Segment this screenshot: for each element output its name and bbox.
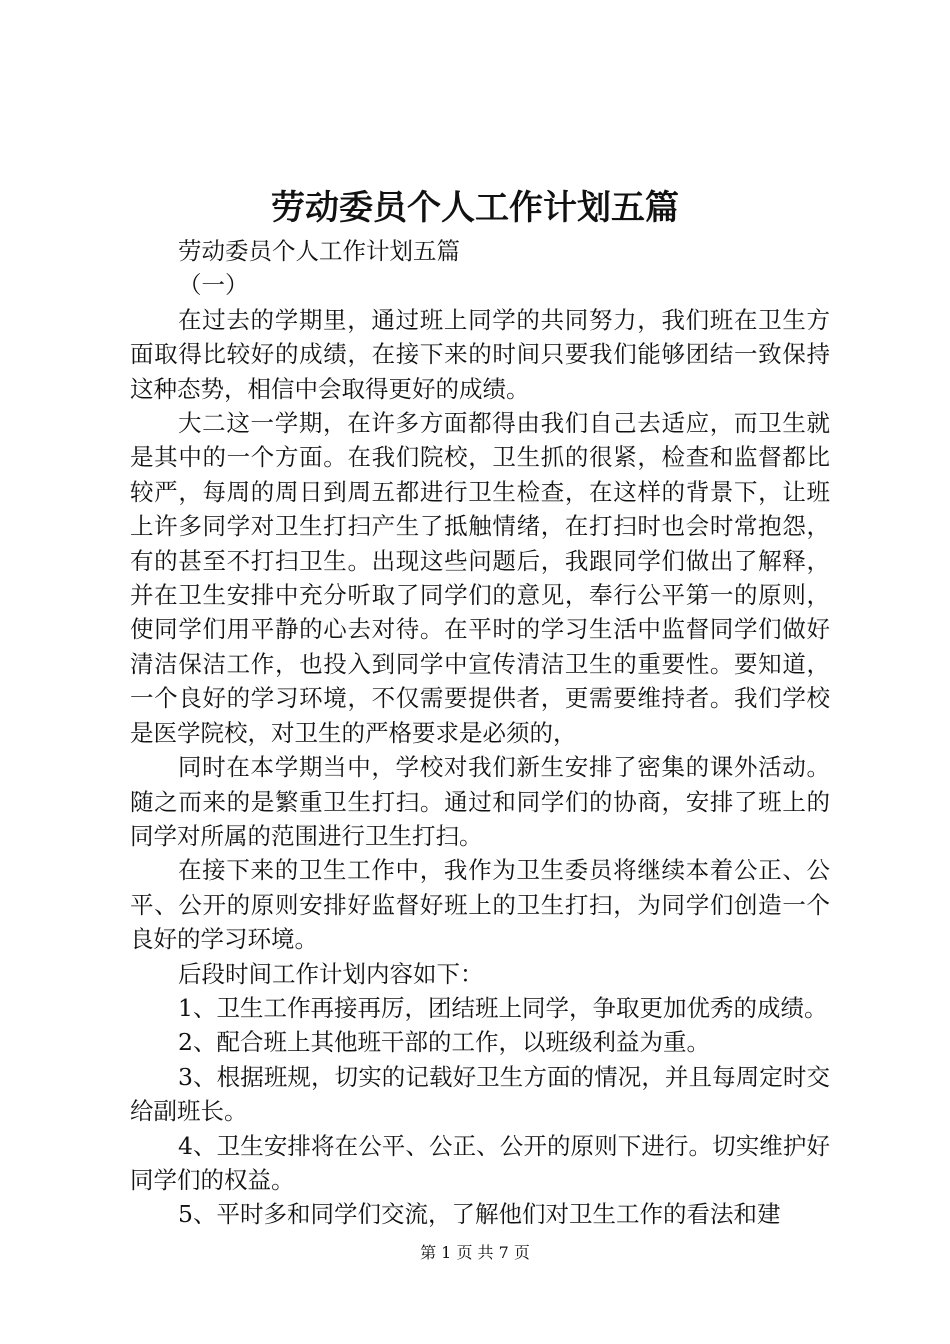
document-title: 劳动委员个人工作计划五篇 [271,188,679,228]
body-paragraph: 大二这一学期，在许多方面都得由我们自己去适应，而卫生就是其中的一个方面。在我们院校，卫生抓的很紧，检查和监督都比较严，每周的周日到周五都进行卫生检查，在这样的背景下，让班上许多同学对卫生打扫产生了抵触情绪，在打扫时也会时常抱怨，有的甚至不打扫卫生。出现这些问题后，我跟同学们做出了解释，并在卫生安排中充分听取了同学们的意见，奉行公平第一的原则，使同学们用平静的心去对待。在平时的学习生活中监督同学们做好清洁保洁工作，也投入到同学中宣传清洁卫生的重要性。要知道，一个良好的学习环境，不仅需要提供者，更需要维持者。我们学校是医学院校，对卫生的严格要求是必须的， [130,409,830,747]
document-body [130,234,830,1232]
list-item: 1、卫生工作再接再厉，团结班上同学，争取更加优秀的成绩。 [178,993,828,1022]
body-paragraph: 后段时间工作计划内容如下： [178,959,484,988]
body-paragraph: 在过去的学期里，通过班上同学的共同努力，我们班在卫生方面取得比较好的成绩，在接下来的时间只要我们能够团结一致保持这种态势，相信中会取得更好的成绩。 [130,305,830,403]
list-item: 4、卫生安排将在公平、公正、公开的原则下进行。切实维护好同学们的权益。 [130,1131,830,1194]
body-paragraph: 在接下来的卫生工作中，我作为卫生委员将继续本着公正、公平、公开的原则安排好监督好班上的卫生打扫，为同学们创造一个良好的学习环境。 [130,856,830,954]
list-item: 5、平时多和同学们交流，了解他们对卫生工作的看法和建 [178,1200,781,1229]
subtitle-paragraph: 劳动委员个人工作计划五篇 [178,237,460,265]
page-footer: 第 1 页 共 7 页 [420,1243,530,1262]
section-heading: （一） [178,271,249,300]
list-item: 2、配合班上其他班干部的工作，以班级利益为重。 [178,1028,710,1057]
body-paragraph: 同时在本学期当中，学校对我们新生安排了密集的课外活动。随之而来的是繁重卫生打扫。通过和同学们的协商，安排了班上的同学对所属的范围进行卫生打扫。 [130,753,830,850]
list-item: 3、根据班规，切实的记载好卫生方面的情况，并且每周定时交给副班长。 [130,1062,830,1126]
